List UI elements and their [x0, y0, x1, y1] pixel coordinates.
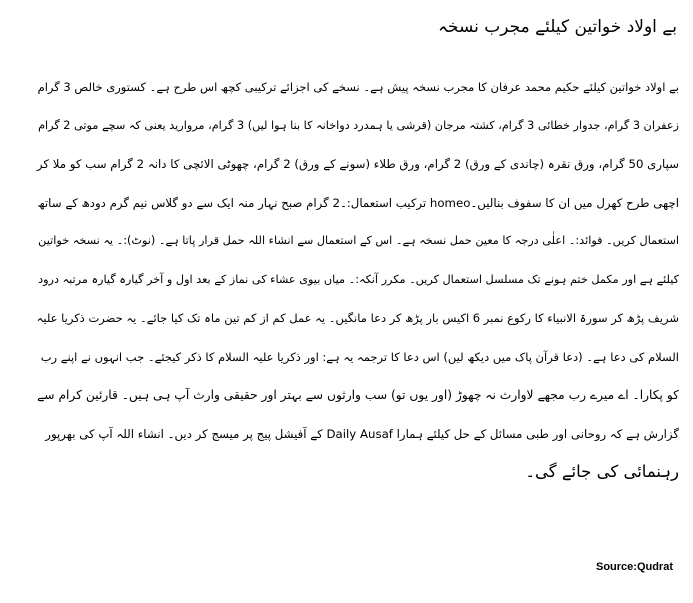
- article-line: گزارش ہے کہ روحانی اور طبی مسائل کے حل کیلئے ہمارا Daily Ausaf کے آفیشل پیج پر میسج کر دیں۔ انشاء اللہ آپ کی بھرپور: [45, 426, 679, 441]
- article-body: [36, 68, 679, 492]
- article-line: استعمال کریں۔ فوائد:۔ اعلٰی درجہ کا معین حمل نسخہ ہے۔ اس کے استعمال سے انشاء اللہ حمل قرار پاتا ہے۔ (نوٹ):۔ یہ نسخہ خواتین: [38, 234, 679, 247]
- article-line: کیلئے ہے اور مکمل ختم ہونے تک مسلسل استعمال کریں۔ مکرر آنکہ:۔ میاں بیوی عشاء کی نماز کے بعد اول و آخر گیارہ گیارہ مرتبہ درود: [38, 272, 679, 286]
- article-line: رہنمائی کی جائے گی۔: [525, 462, 679, 481]
- article-line: سپاری 50 گرام، ورق نقرہ (چاندی کے ورق) 2 گرام، ورق طلاء (سونے کے ورق) 2 گرام، چھوٹی الائچی کا دانہ 2 گرام سب کو ملا کر: [36, 157, 679, 171]
- article-line: زعفران 3 گرام، جدوار خطائی 3 گرام، کشتہ مرجان (قرشی یا ہمدرد دواخانہ کا بنا ہوا لیں) 3 گرام، مروارید یعنی کہ سچے موتی 2 گرام: [38, 118, 679, 132]
- article-line: شریف پڑھ کر سورۃ الانبیاء کا رکوع نمبر 6 اکیس بار پڑھ کر دعا مانگیں۔ یہ عمل کم از کم تین ماہ تک کیا جائے۔ یہ حضرت ذکریا علیہ: [36, 311, 679, 325]
- article-line: بے اولاد خواتین کیلئے حکیم محمد عرفان کا مجرب نسخہ پیش ہے۔ نسخے کی اجزائے ترکیبی کچھ اس طرح ہے۔ کستوری خالص 3 گرام: [37, 80, 679, 94]
- article-line: کو پکارا۔ اے میرے رب مجھے لاوارث نہ چھوڑ (اور یوں تو) سب وارثوں سے بہتر اور حقیقی وارث آپ ہی ہیں۔ قارئین کرام سے: [37, 388, 679, 402]
- article-title: بے اولاد خواتین کیلئے مجرب نسخہ: [438, 17, 677, 37]
- source-credit: Source:Qudrat: [595, 561, 673, 573]
- article-line: السلام کی دعا ہے۔ (دعا قرآن پاک میں دیکھ لیں) اس دعا کا ترجمہ یہ ہے: اور ذکریا علیہ السلام کا ذکر کیجئے۔ جب انہوں نے اپنے رب: [40, 349, 679, 364]
- article-line: اچھی طرح کھرل میں ان کا سفوف بنالیں۔homeo ترکیب استعمال:۔2 گرام صبح نہار منہ ایک سے دو گلاس نیم گرم دودھ کے ساتھ: [37, 195, 679, 210]
